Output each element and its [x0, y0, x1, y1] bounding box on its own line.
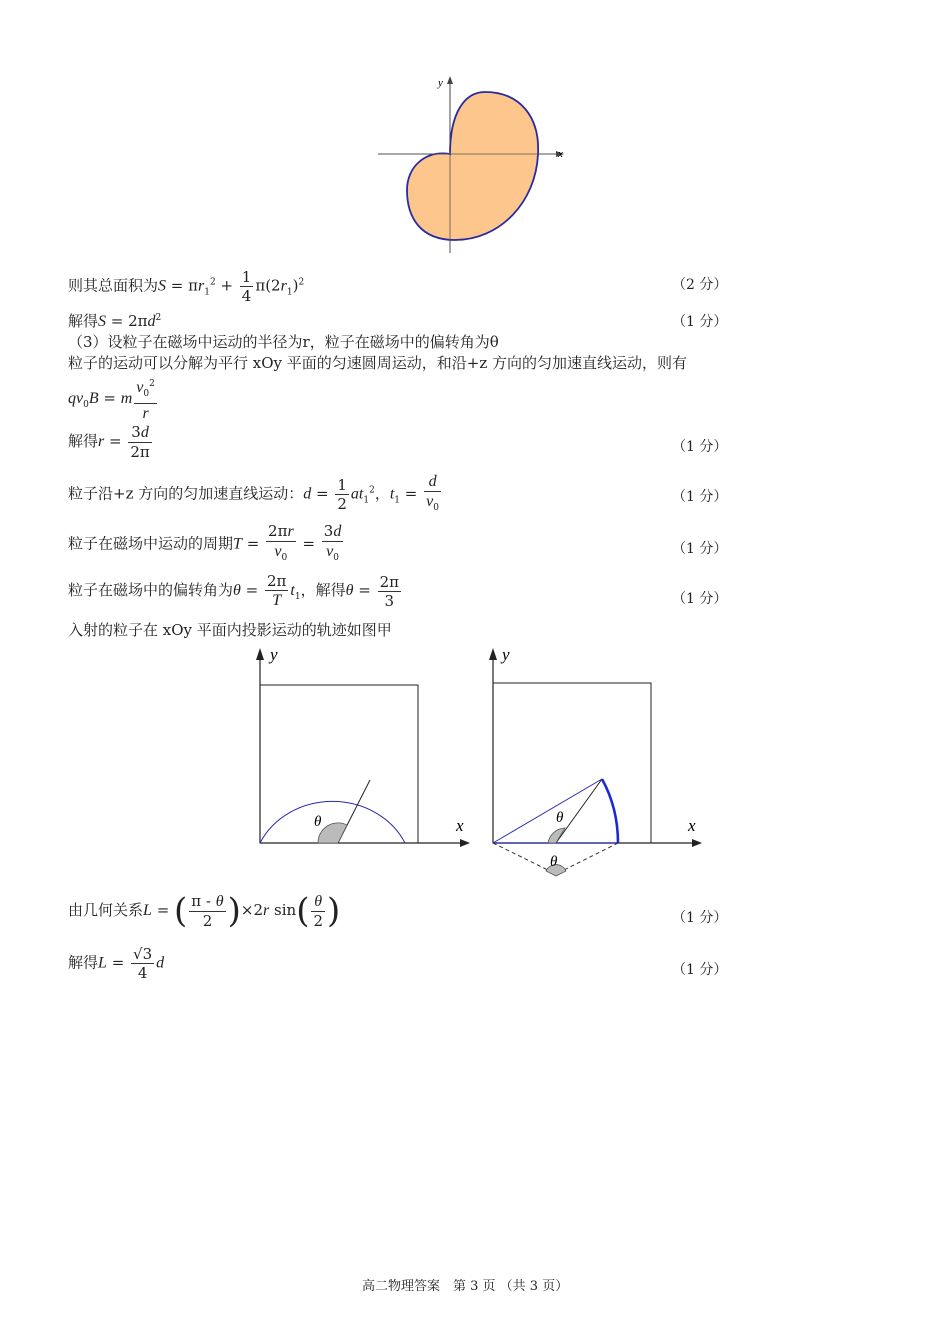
length-result: 解得L = $\frac{√3}{4}$ d — [68, 945, 165, 982]
score-1: （2 分） — [672, 277, 728, 293]
line10-text: 由几何关系 — [68, 901, 144, 919]
line5-text: 解得 — [68, 432, 99, 450]
diagram-right — [489, 645, 702, 876]
top-x-label: x — [558, 148, 563, 160]
x-label-right: x — [688, 816, 696, 835]
period-line: 粒子在磁场中运动的周期T = $\frac{2\pi r}{v_0}$ = $\frac{3d}{v_0}$ — [68, 522, 342, 563]
theta-left: θ — [314, 814, 322, 830]
area-result-line: 解得$S = 2\pi d^2$ — [68, 312, 162, 330]
page-footer: 高二物理答案 第 3 页 （共 3 页） — [362, 1279, 569, 1294]
lorentz-equation: $qv_0B = m$ $\frac{v_0^2}{r}$ — [68, 375, 159, 423]
theta-right-bottom: θ — [550, 854, 558, 870]
deflection-angle-line: 粒子在磁场中的偏转角为θ = $\frac{2\pi}{T}$ $t_1$，解得θ = $\frac{2\pi}{3}$ — [68, 572, 399, 610]
x-label-left: x — [456, 816, 464, 835]
score-3: （1 分） — [672, 439, 728, 455]
line6-text: 粒子沿+z 方向的匀加速直线运动： — [68, 484, 304, 503]
y-label-left: y — [270, 645, 278, 664]
trajectory-intro: 入射的粒子在 xOy 平面内投影运动的轨迹如图甲 — [68, 621, 392, 639]
y-label-right: y — [502, 645, 510, 664]
score-4: （1 分） — [672, 489, 728, 505]
area-figure — [370, 72, 570, 257]
z-motion-line: 粒子沿+z 方向的匀加速直线运动：d = $\frac{1}{2}$ $at_1^2$，$t_1$ = $\frac{d}{v_0}$ — [68, 473, 439, 513]
score-7: （1 分） — [672, 910, 728, 926]
trajectory-diagrams — [240, 640, 720, 885]
line7-text: 粒子在磁场中运动的周期 — [68, 534, 234, 553]
diagram-left — [256, 645, 470, 847]
score-6: （1 分） — [672, 591, 728, 607]
part3-intro: （3）设粒子在磁场中运动的半径为r，粒子在磁场中的偏转角为θ — [68, 333, 499, 351]
line11-text: 解得 — [68, 953, 99, 972]
geometry-relation: 由几何关系L = ( $\frac{\pi - \theta}{2}$ )×2r sin( $\frac{\theta}{2}$ ) — [68, 891, 341, 931]
line1-text: 则其总面积为 — [68, 276, 159, 295]
line8-text: 粒子在磁场中的偏转角为 — [68, 581, 234, 599]
line8-mid: ，解得 — [300, 581, 346, 599]
line2-text: 解得 — [68, 312, 99, 330]
score-5: （1 分） — [672, 541, 728, 557]
radius-result: 解得r = $\frac{3d}{2\pi}$ — [68, 423, 150, 461]
motion-decomposition: 粒子的运动可以分解为平行 xOy 平面的匀速圆周运动，和沿+z 方向的匀加速直线运动，则有 — [68, 354, 688, 372]
top-y-label: y — [438, 77, 443, 89]
score-2: （1 分） — [672, 314, 728, 330]
total-area-line: 则其总面积为$S = \pi r_1^2$ + $\frac{1}{4}$ $\pi(2r_1)^2$ — [68, 268, 305, 305]
score-8: （1 分） — [672, 962, 728, 978]
theta-right-top: θ — [556, 810, 564, 826]
